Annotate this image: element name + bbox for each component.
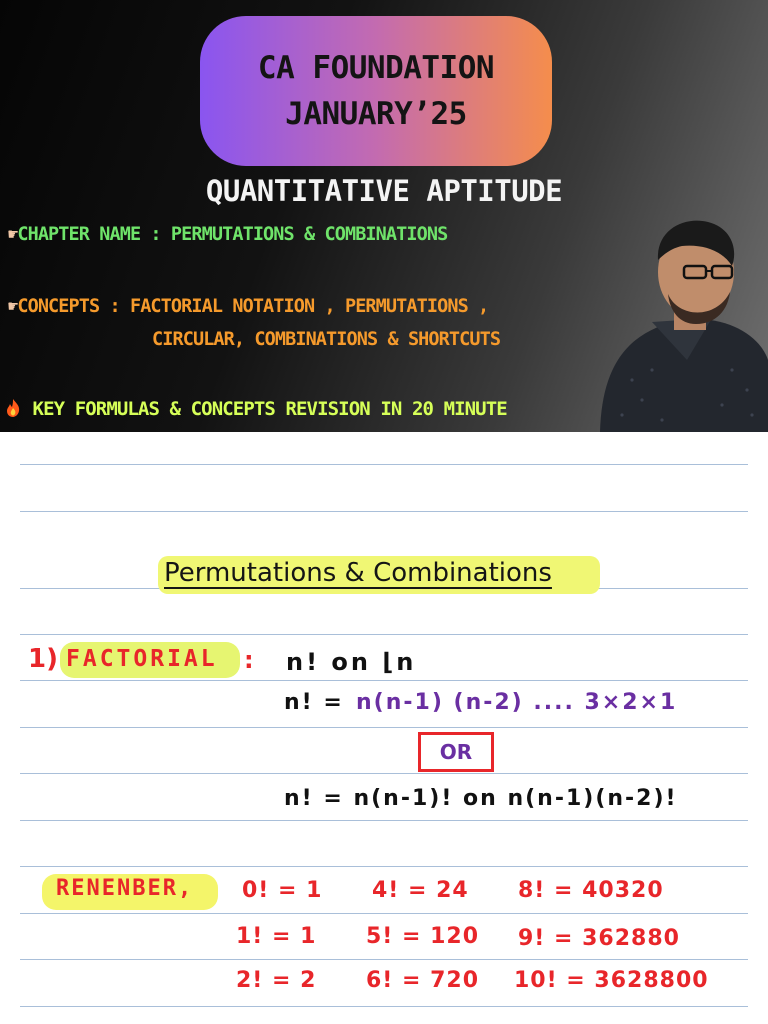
factorial-value: 6! = 720 [366,968,480,993]
factorial-notation: n! on ⌊n [286,648,417,676]
remember-label: RENENBER, [56,876,194,901]
formula-recursive: n! = n(n-1)! on n(n-1)(n-2)! [284,786,678,811]
factorial-value: 10! = 3628800 [514,968,709,993]
ruled-line [20,464,748,465]
formula-lhs: n! = [284,690,344,715]
key-label: KEY FORMULAS & CONCEPTS REVISION IN 20 MINUTE [32,398,507,420]
or-box: OR [418,732,494,772]
factorial-value: 4! = 24 [372,878,469,903]
chapter-line [8,224,447,245]
factorial-value: 2! = 2 [236,968,317,993]
instructor-photo [592,210,768,432]
topic-title: Permutations & Combinations [164,558,552,588]
promo-banner [0,0,768,432]
concepts-label: CONCEPTS : FACTORIAL NOTATION , PERMUTATIONS , [17,296,489,317]
ruled-line [20,511,748,512]
factorial-value: 5! = 120 [366,924,480,949]
factorial-value: 1! = 1 [236,924,317,949]
course-title-line2: JANUARY’25 [285,96,467,132]
fire-icon [4,398,33,420]
factorial-value: 9! = 362880 [518,926,680,951]
pointing-hand-icon: ☛ [8,225,18,245]
factorial-heading: FACTORIAL [66,646,218,672]
course-title-line1: CA FOUNDATION [257,50,495,86]
factorial-value: 8! = 40320 [518,878,664,903]
ruled-line [20,773,748,774]
ruled-line [20,866,748,867]
ruled-line [20,727,748,728]
ruled-line [20,1006,748,1007]
concepts-line-continued: CIRCULAR, COMBINATIONS & SHORTCUTS [152,329,501,350]
subject-title: QUANTITATIVE APTITUDE [205,174,563,208]
heading-colon: : [244,646,254,674]
concepts-line [8,296,488,317]
pointing-hand-icon: ☛ [8,297,18,317]
section-number: 1) [28,644,58,674]
factorial-value: 0! = 1 [242,878,323,903]
ruled-line [20,913,748,914]
formula-expansion: n(n-1) (n-2) .... 3×2×1 [356,690,678,715]
ruled-line [20,634,748,635]
ruled-line [20,959,748,960]
ruled-line [20,820,748,821]
notes-page [0,432,768,1024]
key-line [4,398,507,420]
ruled-line [20,680,748,681]
course-badge [200,16,552,166]
chapter-label: CHAPTER NAME : PERMUTATIONS & COMBINATIONS [17,224,448,245]
